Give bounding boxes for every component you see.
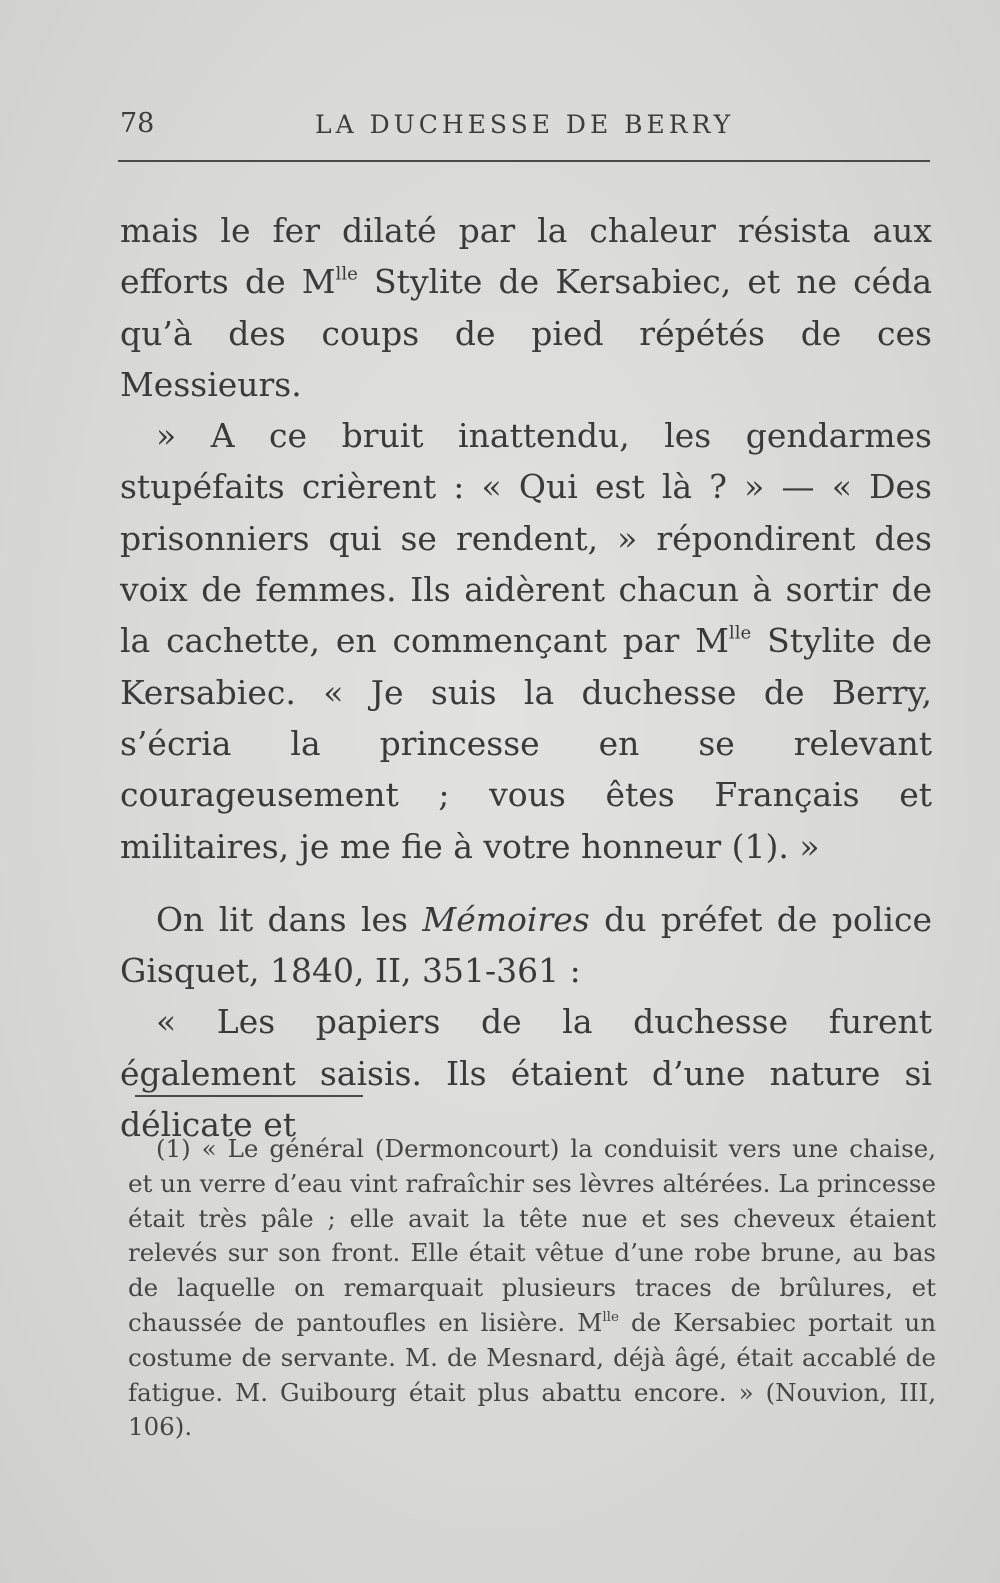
footnote	[128, 1132, 936, 1445]
memoires-title: Mémoires	[422, 899, 590, 939]
footnote-paragraph	[128, 1132, 936, 1445]
header-rule	[118, 160, 930, 162]
paragraph-2-text-a: » A ce bruit inattendu, les gendarmes stupéfaits crièrent : « Qui est là ? » — « Des prisonniers qui se rendent, » répondirent des voix de femmes. Ils aidèrent chacun à sortir de la cachette, en commençant par M	[120, 416, 932, 661]
footnote-rule	[135, 1095, 363, 1097]
paragraph-1-text-b: Stylite de Kersabiec, et ne céda qu’à des coups de pied répétés de ces Messieurs.	[120, 262, 932, 404]
paragraph-3-text-b: du préfet de police Gisquet, 1840, II, 351-361 :	[120, 899, 932, 991]
paragraph-1-text-a: mais le fer dilaté par la chaleur résista aux efforts de M	[120, 211, 932, 302]
paragraph-3	[120, 894, 932, 997]
running-title: LA DUCHESSE DE BERRY	[315, 110, 735, 139]
superscript-mlle: lle	[728, 622, 752, 644]
main-text	[120, 205, 932, 1150]
paragraph-3-text-a: On lit dans les	[156, 899, 423, 939]
superscript-mlle: lle	[602, 1308, 619, 1325]
paragraph-1	[120, 205, 932, 410]
paragraph-2	[120, 410, 932, 872]
footnote-text-b: de Kersabiec portait un costume de servante. M. de Mesnard, déjà âgé, était accablé de fatigue. M. Guibourg était plus abattu encore. » (Nouvion, III, 106).	[128, 1307, 936, 1442]
page-number: 78	[120, 108, 155, 139]
footnote-text-a: (1) « Le général (Dermoncourt) la conduisit vers une chaise, et un verre d’eau vint rafraîchir ses lèvres altérées. La princesse était très pâle ; elle avait la tête nue et ses cheveux étaient relevés sur son front. Elle était vêtue d’une robe brune, au bas de laquelle on remarquait plusieurs traces de brûlures, et chaussée de pantoufles en lisière. M	[128, 1134, 936, 1337]
superscript-mlle: lle	[335, 263, 358, 285]
paragraph-4: « Les papiers de la duchesse furent également saisis. Ils étaient d’une nature si délicate et	[120, 1002, 932, 1145]
page-header	[120, 108, 930, 148]
paragraph-2-text-b: Stylite de Kersabiec. « Je suis la duchesse de Berry, s’écria la princesse en se relevant courageusement ; vous êtes Français et militaires, je me fie à votre honneur (1). »	[120, 621, 932, 866]
